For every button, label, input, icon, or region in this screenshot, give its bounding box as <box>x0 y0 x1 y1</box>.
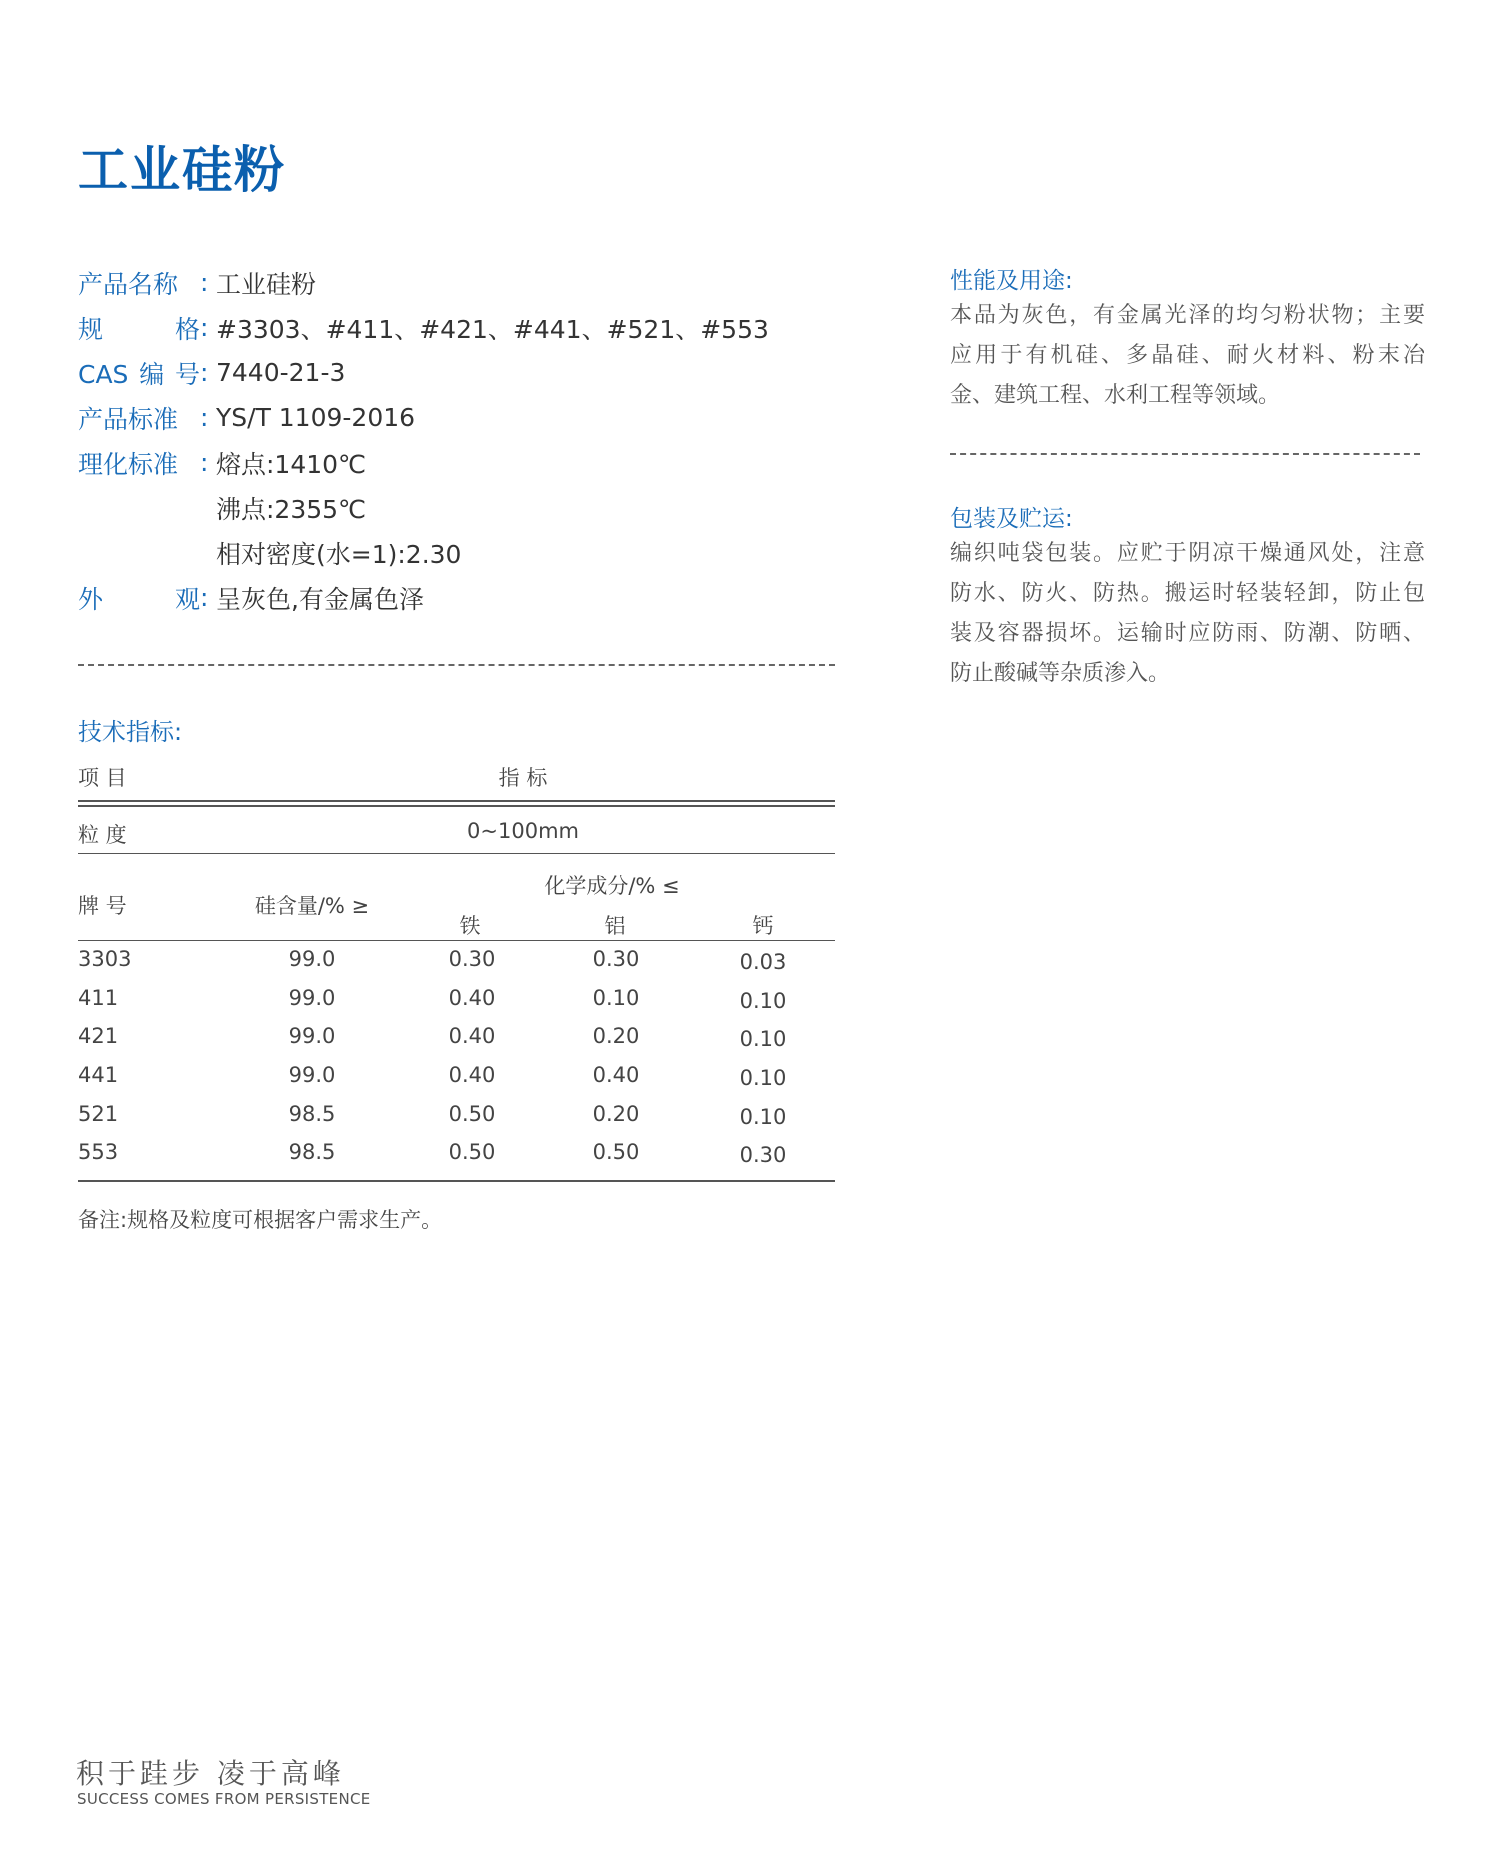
info-label: 外观 <box>78 584 200 614</box>
info-row-physchem <box>78 440 769 485</box>
info-label: 规格 <box>78 314 200 344</box>
header-index: 指 标 <box>498 766 548 790</box>
info-colon: : <box>200 313 209 342</box>
cell-fe: 0.30 <box>448 947 496 971</box>
cell-grade: 3303 <box>78 947 132 971</box>
cell-grade: 553 <box>78 1140 119 1164</box>
cell-al: 0.50 <box>592 1140 640 1164</box>
text-line: 本品为灰色，有金属光泽的均匀粉状物；主要 <box>950 303 1425 328</box>
info-row-density <box>78 530 769 575</box>
granularity-value: 0~100mm <box>467 819 579 843</box>
performance-text <box>950 296 1425 416</box>
cell-al: 0.10 <box>592 986 640 1010</box>
grade-label: 牌 号 <box>78 894 127 918</box>
info-value: 熔点:1410℃ <box>216 449 367 479</box>
packaging-heading: 包装及贮运: <box>950 506 1073 532</box>
cell-fe: 0.40 <box>448 986 496 1010</box>
info-label: CAS编号 <box>78 359 200 389</box>
table-rule <box>78 800 835 802</box>
cell-fe: 0.40 <box>448 1024 496 1048</box>
cell-si: 99.0 <box>288 986 336 1010</box>
fe-label: 铁 <box>459 914 481 938</box>
cell-al: 0.40 <box>592 1063 640 1087</box>
cell-ca: 0.10 <box>739 989 787 1013</box>
cell-al: 0.20 <box>592 1024 640 1048</box>
info-label: 产品标准 <box>78 404 179 434</box>
text-line: 编织吨袋包装。应贮于阴凉干燥通风处，注意 <box>950 541 1425 566</box>
footer-slogan: 积于跬步 凌于高峰 <box>76 1757 345 1790</box>
page-title: 工业硅粉 <box>78 141 286 199</box>
info-colon: : <box>200 448 209 477</box>
cell-grade: 441 <box>78 1063 119 1087</box>
cell-si: 99.0 <box>288 947 336 971</box>
cell-al: 0.30 <box>592 947 640 971</box>
cell-grade: 411 <box>78 986 119 1010</box>
info-value: YS/T 1109-2016 <box>216 403 416 432</box>
cell-si: 99.0 <box>288 1063 336 1087</box>
cell-grade: 421 <box>78 1024 119 1048</box>
cell-fe: 0.40 <box>448 1063 496 1087</box>
cell-ca: 0.10 <box>739 1027 787 1051</box>
ca-label: 钙 <box>752 914 774 938</box>
table-rule <box>78 853 835 854</box>
info-colon: : <box>200 268 209 297</box>
info-row-appearance <box>78 575 769 620</box>
cell-ca: 0.30 <box>739 1143 787 1167</box>
cell-ca: 0.03 <box>739 950 787 974</box>
table-rule <box>78 1180 835 1182</box>
al-label: 铝 <box>604 914 626 938</box>
table-note: 备注:规格及粒度可根据客户需求生产。 <box>78 1208 443 1232</box>
info-colon: : <box>200 403 209 432</box>
info-value: 沸点:2355℃ <box>216 494 367 524</box>
info-row-cas <box>78 350 769 395</box>
info-label: 理化标准 <box>78 449 179 479</box>
cell-grade: 521 <box>78 1102 119 1126</box>
divider-dashed <box>78 664 835 666</box>
info-value: 7440-21-3 <box>216 358 346 387</box>
product-info <box>78 260 769 620</box>
info-row-boiling <box>78 485 769 530</box>
text-line: 应用于有机硅、多晶硅、耐火材料、粉末冶 <box>950 343 1425 368</box>
info-value: #3303、#411、#421、#441、#521、#553 <box>216 314 769 344</box>
divider-dashed <box>950 453 1420 455</box>
info-row-spec <box>78 305 769 350</box>
si-content-label: 硅含量/% ≥ <box>254 894 370 918</box>
cell-al: 0.20 <box>592 1102 640 1126</box>
info-colon: : <box>200 358 209 387</box>
info-value: 工业硅粉 <box>216 269 317 299</box>
info-row-standard <box>78 395 769 440</box>
info-label: 产品名称 <box>78 269 179 299</box>
cell-ca: 0.10 <box>739 1066 787 1090</box>
info-value: 呈灰色,有金属色泽 <box>216 584 424 614</box>
cell-ca: 0.10 <box>739 1105 787 1129</box>
info-row-name <box>78 260 769 305</box>
tech-heading: 技术指标: <box>78 718 183 746</box>
text-line: 装及容器损坏。运输时应防雨、防潮、防晒、 <box>950 621 1425 646</box>
text-line: 防止酸碱等杂质渗入。 <box>950 661 1171 686</box>
text-line: 防水、防火、防热。搬运时轻装轻卸，防止包 <box>950 581 1425 606</box>
table-rule <box>78 940 835 941</box>
cell-fe: 0.50 <box>448 1140 496 1164</box>
cell-si: 98.5 <box>288 1140 336 1164</box>
table-rule <box>78 805 835 807</box>
text-line: 金、建筑工程、水利工程等领域。 <box>950 383 1281 408</box>
footer-slogan-en: SUCCESS COMES FROM PERSISTENCE <box>77 1790 371 1808</box>
cell-fe: 0.50 <box>448 1102 496 1126</box>
info-value: 相对密度(水=1):2.30 <box>216 539 462 569</box>
info-colon: : <box>200 583 209 612</box>
granularity-label: 粒 度 <box>78 823 127 847</box>
performance-heading: 性能及用途: <box>950 268 1073 294</box>
cell-si: 98.5 <box>288 1102 336 1126</box>
packaging-text <box>950 534 1425 694</box>
chem-composition-label: 化学成分/% ≤ <box>544 874 680 898</box>
header-item: 项 目 <box>78 766 127 790</box>
cell-si: 99.0 <box>288 1024 336 1048</box>
